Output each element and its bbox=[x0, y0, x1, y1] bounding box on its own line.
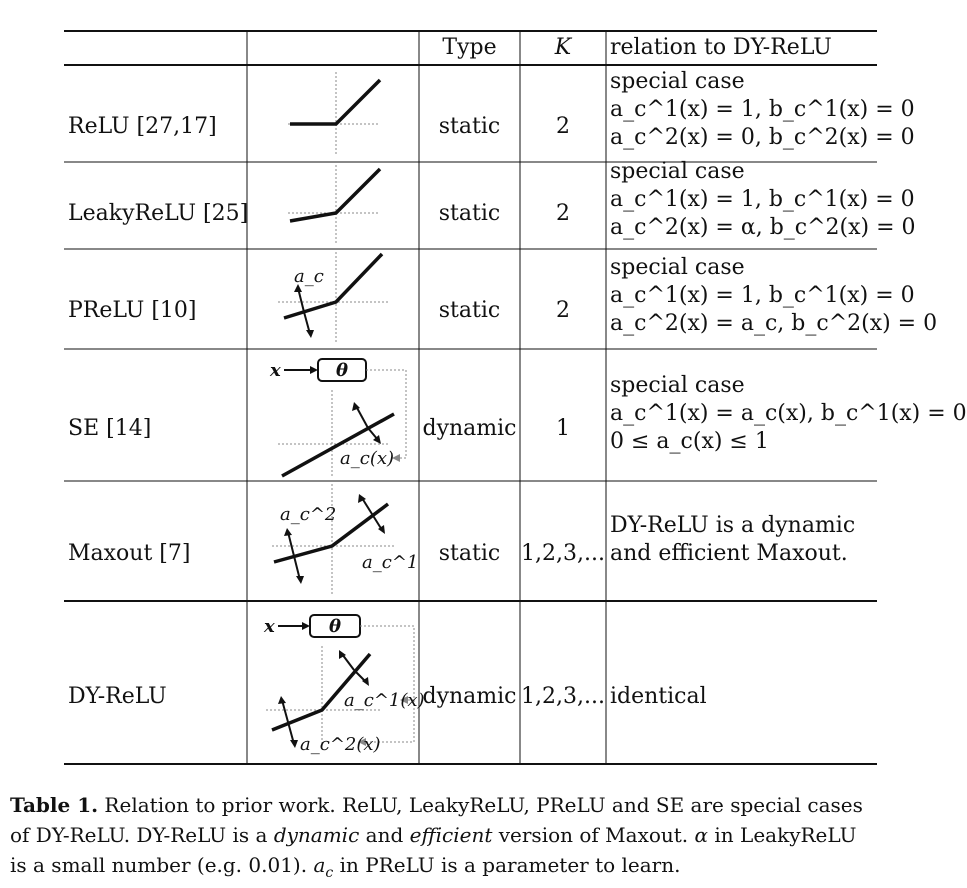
caption-text: in LeakyReLU bbox=[708, 823, 857, 847]
row-k-dyrelu: 1,2,3,... bbox=[521, 684, 605, 709]
relation-line-3: a_c^2(x) = a_c, b_c^2(x) = 0 bbox=[610, 311, 938, 336]
dyrelu-theta-label: θ bbox=[328, 616, 342, 637]
relation-line-1: special case bbox=[610, 69, 745, 94]
relation-line-1: DY-ReLU is a dynamic bbox=[610, 513, 856, 538]
row-type-dyrelu: dynamic bbox=[422, 684, 517, 709]
relation-line-3: 0 ≤ a_c(x) ≤ 1 bbox=[610, 429, 769, 454]
row-k-prelu: 2 bbox=[556, 298, 570, 323]
row-relation-relu bbox=[610, 68, 915, 152]
header-relation: relation to DY-ReLU bbox=[610, 35, 832, 60]
row-relation-prelu bbox=[610, 254, 937, 338]
row-name-maxout: Maxout [7] bbox=[68, 541, 191, 566]
dyrelu-input-label: x bbox=[264, 616, 275, 637]
relation-line-1: special case bbox=[610, 255, 745, 280]
caption-text: in PReLU is a parameter to learn. bbox=[333, 853, 681, 877]
row-type-relu: static bbox=[438, 114, 501, 139]
caption-line-3 bbox=[10, 850, 930, 880]
caption-math-sub: c bbox=[325, 865, 334, 881]
row-type-se: dynamic bbox=[422, 416, 517, 441]
leakyrelu-diagram bbox=[280, 165, 390, 247]
dyrelu-a2-label: a_c^2(x) bbox=[300, 734, 381, 755]
caption-math: a bbox=[313, 853, 326, 877]
caption-text: is a small number (e.g. 0.01). bbox=[10, 853, 314, 877]
row-type-prelu: static bbox=[438, 298, 501, 323]
header-k: K bbox=[554, 35, 572, 60]
row-name-prelu: PReLU [10] bbox=[68, 298, 197, 323]
row-type-leakyrelu: static bbox=[438, 201, 501, 226]
row-name-se: SE [14] bbox=[68, 416, 152, 441]
caption-text: of DY-ReLU. DY-ReLU is a bbox=[10, 823, 274, 847]
caption-text: and bbox=[359, 823, 410, 847]
row-k-maxout: 1,2,3,... bbox=[521, 541, 605, 566]
row-name-dyrelu: DY-ReLU bbox=[68, 684, 167, 709]
row-k-se: 1 bbox=[556, 416, 570, 441]
caption-line-2 bbox=[10, 820, 930, 850]
row-k-relu: 2 bbox=[556, 114, 570, 139]
relation-line-1: special case bbox=[610, 373, 745, 398]
caption-text-1: Relation to prior work. ReLU, LeakyReLU, PReLU and SE are special cases bbox=[98, 793, 863, 817]
table-caption bbox=[10, 790, 930, 880]
row-type-maxout: static bbox=[438, 541, 501, 566]
row-relation-maxout bbox=[610, 512, 855, 568]
caption-line-1 bbox=[10, 790, 930, 820]
maxout-diagram bbox=[266, 484, 419, 598]
se-diagram bbox=[262, 354, 418, 478]
dyrelu-a1-label: a_c^1(x) bbox=[344, 690, 425, 711]
relation-line-2: and efficient Maxout. bbox=[610, 541, 848, 566]
row-relation-leakyrelu bbox=[610, 158, 916, 242]
row-name-relu: ReLU [27,17] bbox=[68, 114, 217, 139]
maxout-a2-label: a_c^2 bbox=[280, 504, 337, 525]
se-input-label: x bbox=[270, 360, 281, 381]
relation-line-1: special case bbox=[610, 159, 745, 184]
prelu-ac-label: a_c bbox=[294, 266, 324, 287]
caption-math: α bbox=[694, 823, 709, 847]
relu-diagram bbox=[280, 72, 390, 158]
caption-emph: efficient bbox=[409, 823, 493, 847]
row-name-leakyrelu: LeakyReLU [25] bbox=[68, 201, 249, 226]
caption-emph: dynamic bbox=[273, 823, 360, 847]
relation-line-3: a_c^2(x) = 0, b_c^2(x) = 0 bbox=[610, 125, 915, 150]
relation-line-2: a_c^1(x) = 1, b_c^1(x) = 0 bbox=[610, 187, 915, 212]
se-theta-label: θ bbox=[335, 360, 349, 381]
se-ac-label: a_c(x) bbox=[340, 448, 395, 469]
caption-text: version of Maxout. bbox=[492, 823, 695, 847]
relation-line-3: a_c^2(x) = α, b_c^2(x) = 0 bbox=[610, 215, 916, 240]
dyrelu-diagram bbox=[258, 606, 425, 760]
relation-line-2: a_c^1(x) = a_c(x), b_c^1(x) = 0 bbox=[610, 401, 967, 426]
relation-line-2: a_c^1(x) = 1, b_c^1(x) = 0 bbox=[610, 283, 915, 308]
header-type: Type bbox=[442, 35, 497, 60]
relation-line-2: a_c^1(x) = 1, b_c^1(x) = 0 bbox=[610, 97, 915, 122]
relation-line-1: identical bbox=[610, 684, 707, 709]
maxout-a1-label: a_c^1 bbox=[362, 552, 419, 573]
row-relation-dyrelu bbox=[610, 683, 707, 711]
row-k-leakyrelu: 2 bbox=[556, 201, 570, 226]
prelu-diagram bbox=[270, 252, 400, 346]
row-relation-se bbox=[610, 372, 967, 456]
caption-label: Table 1. bbox=[10, 793, 99, 817]
